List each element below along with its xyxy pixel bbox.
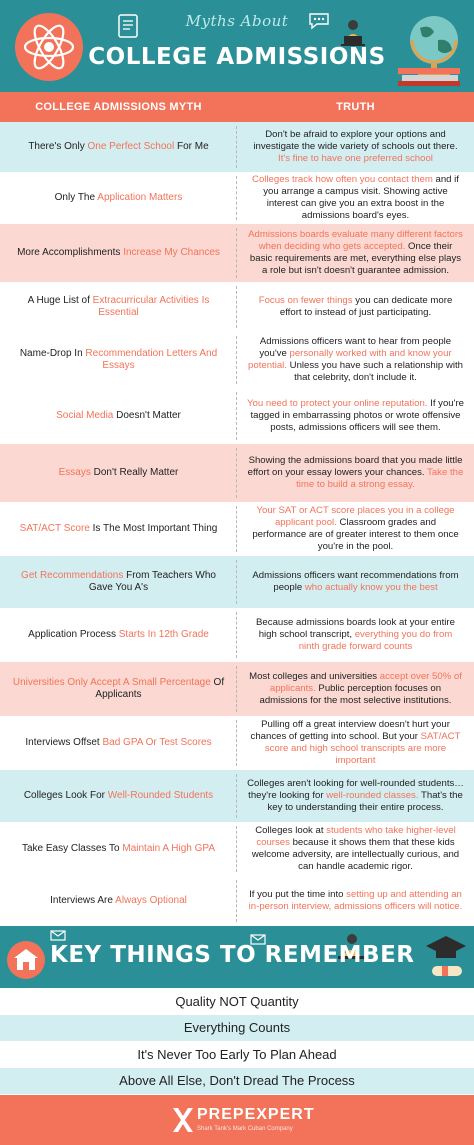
- table-row: [0, 770, 474, 822]
- envelope-icon: [50, 930, 66, 941]
- truth-text: [247, 455, 464, 491]
- highlight-text: everything you do from ninth grade forward counts: [298, 629, 453, 652]
- truth-text: [247, 719, 464, 767]
- myth-cell: [0, 556, 237, 608]
- highlight-text: One Perfect School: [87, 141, 175, 152]
- footer-tagline: Shark Tank's Mark Cuban Company: [197, 1126, 293, 1132]
- plain-text: If you put the time into: [249, 889, 347, 900]
- plain-text: Of Applicants: [95, 677, 225, 700]
- myth-text: [55, 192, 183, 204]
- table-row: [0, 608, 474, 662]
- truth-cell: [237, 224, 474, 282]
- truth-cell: [237, 716, 474, 770]
- truth-cell: [237, 556, 474, 608]
- highlight-text: SAT/ACT score and high school transcripts are more important: [264, 731, 461, 766]
- school-building-icon: [6, 940, 46, 980]
- myth-truth-table: [0, 122, 474, 926]
- plain-text: Colleges look at: [255, 825, 327, 836]
- footer: [0, 1095, 474, 1145]
- myth-text: [10, 570, 227, 594]
- truth-text: [247, 570, 464, 594]
- table-row: [0, 122, 474, 172]
- myth-text: [28, 629, 209, 641]
- myth-text: [25, 737, 211, 749]
- header-banner: [0, 0, 474, 92]
- truth-text: [247, 229, 464, 277]
- table-row: [0, 172, 474, 224]
- plain-text: Unless you have such a relationship with that celebrity, don't include it.: [286, 360, 463, 383]
- myth-text: [20, 523, 218, 535]
- header-subtitle: Myths About: [185, 12, 289, 30]
- truth-text: [247, 889, 464, 913]
- highlight-text: Colleges track how often you contact them: [252, 174, 433, 185]
- graduation-cap-icon: [424, 932, 468, 982]
- key-thing-item: It's Never Too Early To Plan Ahead: [137, 1046, 337, 1062]
- column-header-myth: COLLEGE ADMISSIONS MYTH: [35, 101, 202, 113]
- truth-cell: [237, 444, 474, 502]
- myth-cell: [0, 224, 237, 282]
- myth-cell: [0, 444, 237, 502]
- plain-text: Name-Drop In: [19, 348, 86, 359]
- myth-cell: [0, 388, 237, 444]
- myth-cell: [0, 822, 237, 876]
- highlight-text: Social Media: [56, 410, 114, 421]
- prepexpert-logo-icon: [172, 1107, 194, 1133]
- highlight-text: personally worked with and know your potential.: [248, 348, 452, 371]
- myth-cell: [0, 770, 237, 822]
- highlight-text: Maintain A High GPA: [122, 843, 216, 854]
- header-title: COLLEGE ADMISSIONS: [88, 44, 386, 70]
- truth-cell: [237, 122, 474, 172]
- table-row: [0, 388, 474, 444]
- truth-cell: [237, 770, 474, 822]
- plain-text: More Accomplishments: [17, 247, 124, 258]
- key-things-banner: [0, 926, 474, 988]
- plain-text: For Me: [174, 141, 209, 152]
- highlight-text: Bad GPA Or Test Scores: [102, 737, 212, 748]
- highlight-text: setting up and attending an in-person interview, admissions officers will notice.: [248, 889, 463, 912]
- truth-cell: [237, 172, 474, 224]
- highlight-text: Well-Rounded Students: [107, 790, 214, 801]
- highlight-text: SAT/ACT Score: [19, 523, 90, 534]
- plain-text: From Teachers Who Gave You A's: [88, 570, 216, 593]
- key-thing-item: Quality NOT Quantity: [175, 993, 299, 1009]
- truth-cell: [237, 822, 474, 876]
- plain-text: Once their basic requirements are met, everything else plays a role but isn't doesn't guarantee admission.: [249, 241, 462, 276]
- plain-text: Only The: [54, 192, 98, 203]
- plain-text: If you're tagged in embarrassing photos or wrote offensive posts, admissions officers will see them.: [250, 398, 464, 433]
- plain-text: A Huge List of: [27, 295, 93, 306]
- truth-text: [247, 129, 464, 165]
- myth-cell: [0, 608, 237, 662]
- highlight-text: Take the time to build a strong essay.: [296, 467, 464, 490]
- column-header-truth: TRUTH: [336, 101, 375, 113]
- highlight-text: Always Optional: [115, 895, 187, 906]
- plain-text: because it shows them that these kids welcome adversity, are intellectually curious, and can handle academic rigor.: [251, 837, 460, 872]
- highlight-text: Universities Only Accept A Small Percentage: [12, 677, 211, 688]
- highlight-text: Starts In 12th Grade: [118, 629, 209, 640]
- truth-text: [247, 778, 464, 814]
- plain-text: Showing the admissions board that you made little effort on your essay lowers your chances.: [247, 455, 463, 478]
- highlight-text: Application Matters: [97, 192, 183, 203]
- myth-cell: [0, 502, 237, 556]
- truth-text: [247, 825, 464, 873]
- table-row: [0, 502, 474, 556]
- myth-cell: [0, 332, 237, 388]
- myth-text: [22, 843, 215, 855]
- key-thing-item: Above All Else, Don't Dread The Process: [0, 1068, 474, 1095]
- plain-text: That's the key to understanding their entire process.: [267, 790, 463, 813]
- myth-cell: [0, 122, 237, 172]
- plain-text: Don't be afraid to explore your options and investigate the wide variety of schools out there.: [253, 129, 458, 152]
- plain-text: There's Only: [28, 141, 88, 152]
- myth-text: [17, 247, 220, 259]
- truth-cell: [237, 876, 474, 926]
- myth-text: [24, 790, 213, 802]
- truth-cell: [237, 608, 474, 662]
- truth-text: [247, 671, 464, 707]
- table-row: [0, 282, 474, 332]
- myth-cell: [0, 282, 237, 332]
- highlight-text: Increase My Chances: [123, 247, 220, 258]
- myth-text: [50, 895, 187, 907]
- highlight-text: Essays: [58, 467, 91, 478]
- footer-brand: PREPEXPERT: [197, 1106, 315, 1123]
- plain-text: Is The Most Important Thing: [89, 523, 218, 534]
- table-row: [0, 876, 474, 926]
- highlight-text: who actually know you the best: [304, 582, 438, 593]
- truth-text: [247, 617, 464, 653]
- table-row: [0, 556, 474, 608]
- highlight-text: You need to protect your online reputation.: [247, 398, 428, 409]
- myth-text: [28, 141, 208, 153]
- plain-text: Application Process: [28, 629, 119, 640]
- table-row: [0, 822, 474, 876]
- highlight-text: students who take higher-level courses: [256, 825, 456, 848]
- highlight-text: Admissions boards evaluate many different factors when deciding who gets accepted.: [248, 229, 463, 252]
- myth-text: [10, 348, 227, 372]
- highlight-text: Your SAT or ACT score places you in a college applicant pool.: [256, 505, 455, 528]
- plain-text: Interviews Offset: [25, 737, 103, 748]
- plain-text: Most colleges and universities: [249, 671, 380, 682]
- myth-cell: [0, 172, 237, 224]
- myth-text: [10, 677, 227, 701]
- plain-text: Public perception focuses on admissions for the most selective institutions.: [259, 683, 452, 706]
- table-row: [0, 716, 474, 770]
- highlight-text: accept over 50% of applicants.: [269, 671, 462, 694]
- key-thing-item: Everything Counts: [0, 1015, 474, 1042]
- plain-text: and if you arrange a campus visit. Showing active interest can give you an extra boost in the admissions board's eyes.: [263, 174, 459, 221]
- plain-text: you can dedicate more effort to instead of just participating.: [279, 295, 453, 318]
- table-row: [0, 444, 474, 502]
- table-row: [0, 662, 474, 716]
- truth-text: [247, 295, 464, 319]
- plain-text: Colleges Look For: [23, 790, 108, 801]
- myth-text: [59, 467, 179, 479]
- table-header: [0, 92, 474, 122]
- plain-text: Admissions officers want recommendations from people: [252, 570, 459, 593]
- highlight-text: It's fine to have one preferred school: [278, 153, 433, 164]
- plain-text: Classroom grades and performance are of greater interest to them once you're in the pool.: [252, 517, 459, 552]
- plain-text: Don't Really Matter: [90, 467, 179, 478]
- truth-cell: [237, 662, 474, 716]
- myth-cell: [0, 662, 237, 716]
- plain-text: Admissions officers want to hear from people you've: [259, 336, 452, 359]
- highlight-text: Focus on fewer things: [258, 295, 353, 306]
- plain-text: Doesn't Matter: [113, 410, 181, 421]
- key-things-list: [0, 988, 474, 1094]
- truth-text: [247, 336, 464, 384]
- truth-cell: [237, 388, 474, 444]
- plain-text: Colleges aren't looking for well-rounded students… they're looking for: [247, 778, 464, 801]
- key-things-title: KEY THINGS TO REMEMBER: [50, 942, 415, 968]
- truth-cell: [237, 332, 474, 388]
- truth-text: [247, 174, 464, 222]
- table-row: [0, 332, 474, 388]
- truth-cell: [237, 282, 474, 332]
- myth-cell: [0, 876, 237, 926]
- highlight-text: Recommendation Letters And Essays: [85, 348, 218, 371]
- truth-cell: [237, 502, 474, 556]
- truth-text: [247, 398, 464, 434]
- truth-text: [247, 505, 464, 553]
- highlight-text: Extracurricular Activities Is Essential: [92, 295, 210, 318]
- myth-cell: [0, 716, 237, 770]
- highlight-text: well-rounded classes.: [326, 790, 419, 801]
- plain-text: Take Easy Classes To: [21, 843, 123, 854]
- plain-text: Pulling off a great interview doesn't hurt your chances of getting into school. But your: [250, 719, 450, 742]
- myth-text: [10, 295, 227, 319]
- plain-text: Interviews Are: [50, 895, 116, 906]
- myth-text: [56, 410, 181, 422]
- highlight-text: Get Recommendations: [21, 570, 124, 581]
- table-row: [0, 224, 474, 282]
- plain-text: Because admissions boards look at your entire high school transcript,: [256, 617, 455, 640]
